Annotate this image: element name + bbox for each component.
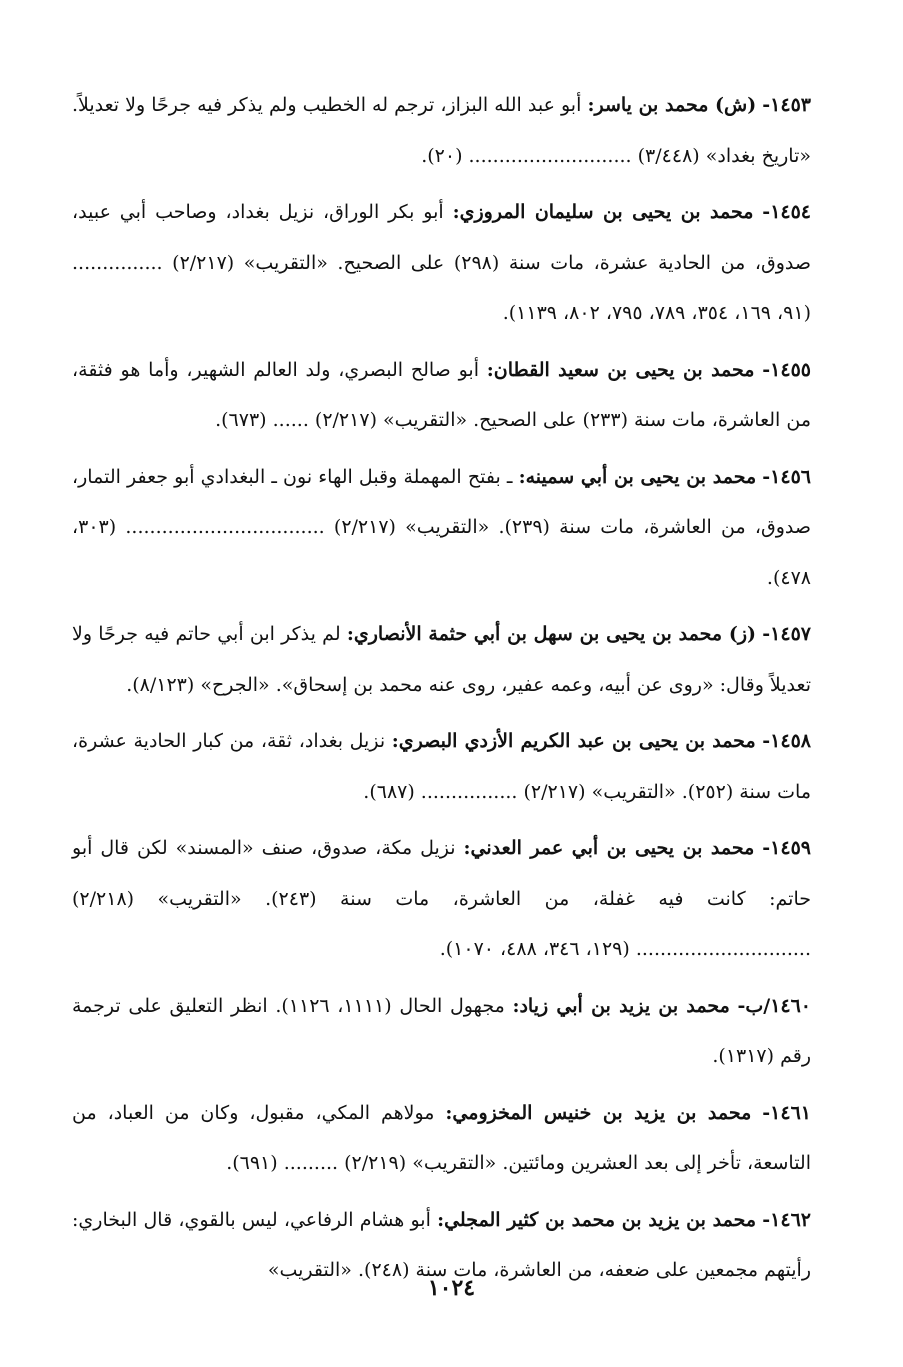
- entry-body: ـ بفتح المهملة وقبل الهاء نون ـ البغدادي أبو جعفر التمار، صدوق، من العاشرة، مات سنة (٢٣٩). «التقريب» (٢/٢١٧) ................................. (٣٠٣، ٤٧٨).: [72, 465, 811, 589]
- entry-1453: [72, 80, 811, 181]
- entry-1454: [72, 187, 811, 339]
- entry-number: ١٤٥٩-: [762, 837, 811, 859]
- entry-body: نزيل بغداد، ثقة، من كبار الحادية عشرة، مات سنة (٢٥٢). «التقريب» (٢/٢١٧) ................ (٦٨٧).: [72, 730, 811, 803]
- entry-1459: [72, 823, 811, 975]
- page-number: ١٠٢٤: [427, 1275, 476, 1301]
- entry-body: أبو هشام الرفاعي، ليس بالقوي، قال البخاري: رأيتهم مجمعين على ضعفه، من العاشرة، مات سنة (٢٤٨). «التقريب»: [72, 1208, 811, 1281]
- entry-body: نزيل مكة، صدوق، صنف «المسند» لكن قال أبو حاتم: كانت فيه غفلة، من العاشرة، مات سنة (٢٤٣). «التقريب» (٢/٢١٨) ............................. (١٢٩، ٣٤٦، ٤٨٨، ١٠٧٠).: [72, 837, 811, 960]
- entry-number: ١٤٦١-: [762, 1101, 811, 1124]
- entry-body: أبو بكر الوراق، نزيل بغداد، وصاحب أبي عبيد، صدوق، من الحادية عشرة، مات سنة (٢٩٨) على الصحيح. «التقريب» (٢/٢١٧) ............... (٩١، ١٦٩، ٣٥٤، ٧٨٩، ٧٩٥، ٨٠٢، ١١٣٩).: [72, 201, 811, 324]
- entry-number: ١٤٦٢-: [762, 1208, 811, 1231]
- entry-number: ١٤٥٤-: [762, 201, 812, 223]
- entry-number: ١٤٥٥-: [762, 358, 811, 381]
- entry-number: ١٤٥٣-: [762, 94, 811, 116]
- entry-1458: [72, 716, 811, 817]
- entry-body: لم يذكر ابن أبي حاتم فيه جرحًا ولا تعديلاً وقال: «روى عن أبيه، وعمه عفير، روى عنه محمد بن إسحاق». «الجرح» (٨/١٢٣).: [72, 623, 811, 696]
- entry-body: أبو صالح البصري، ولد العالم الشهير، وأما هو فثقة، من العاشرة، مات سنة (٢٣٣) على الصحيح. «التقريب» (٢/٢١٧) ...... (٦٧٣).: [72, 358, 811, 431]
- entry-1457: [72, 609, 811, 710]
- entry-heading: محمد بن يحيى بن أبي عمر العدني:: [463, 837, 755, 859]
- entry-number: ١٤٥٦-: [762, 465, 811, 488]
- entry-heading: محمد بن يحيى بن عبد الكريم الأزدي البصري:: [391, 730, 756, 752]
- entry-heading: (ز) محمد بن يحيى بن سهل بن أبي حثمة الأنصاري:: [346, 623, 757, 645]
- entry-1455: [72, 345, 811, 446]
- entry-heading: محمد بن يزيد بن خنيس المخزومي:: [445, 1101, 752, 1124]
- entry-1461: [72, 1088, 811, 1189]
- entry-number: ١٤٥٧-: [762, 623, 811, 645]
- entry-1456: [72, 452, 811, 604]
- entry-number: ١٤٥٨-: [762, 730, 811, 752]
- entry-1460: [72, 981, 811, 1082]
- entry-heading: محمد بن يحيى بن سليمان المروزي:: [452, 201, 754, 223]
- entry-number: ١٤٦٠/ب-: [737, 994, 812, 1017]
- entry-body: مجهول الحال (١١١١، ١١٢٦). انظر التعليق على ترجمة رقم (١٣١٧).: [72, 994, 811, 1067]
- page-body: [72, 80, 811, 1302]
- entry-heading: محمد بن يزيد بن أبي زياد:: [512, 994, 730, 1017]
- entry-heading: محمد بن يزيد بن محمد بن كثير المجلي:: [437, 1208, 757, 1231]
- entry-heading: (ش) محمد بن ياسر:: [587, 94, 757, 116]
- entry-heading: محمد بن يحيى بن أبي سمينه:: [518, 465, 757, 488]
- entry-heading: محمد بن يحيى بن سعيد القطان:: [486, 358, 755, 381]
- entry-body: مولاهم المكي، مقبول، وكان من العباد، من التاسعة، تأخر إلى بعد العشرين ومائتين. «التقريب» (٢/٢١٩) ......... (٦٩١).: [72, 1101, 811, 1174]
- entry-body: أبو عبد الله البزاز، ترجم له الخطيب ولم يذكر فيه جرحًا ولا تعديلاً. «تاريخ بغداد» (٣/٤٤٨) ........................... (٢٠).: [72, 94, 811, 167]
